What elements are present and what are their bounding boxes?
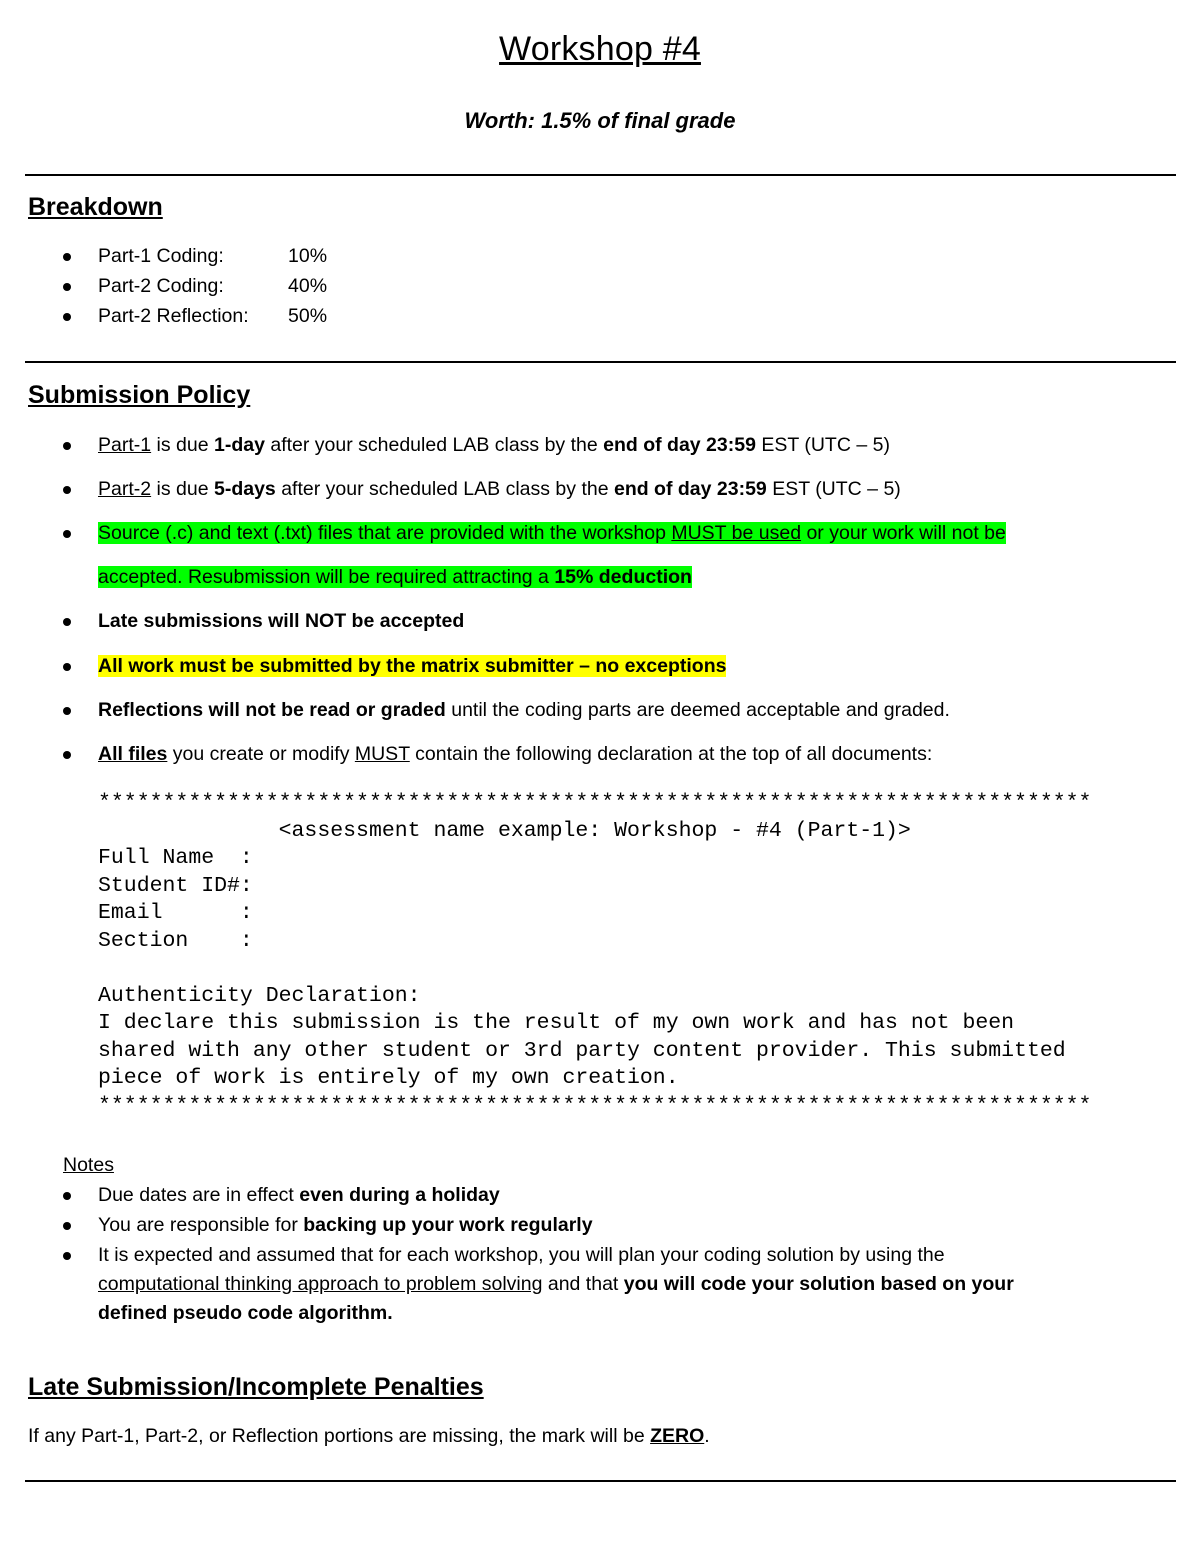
emphasis: ZERO bbox=[650, 1425, 705, 1447]
deadline-time: end of day 23:59 bbox=[613, 478, 767, 500]
highlighted-text bbox=[98, 522, 1006, 544]
bullet-icon bbox=[63, 1192, 71, 1200]
text: is due bbox=[151, 434, 214, 456]
emphasis: defined pseudo code algorithm. bbox=[98, 1302, 393, 1324]
text: and that bbox=[542, 1273, 624, 1295]
divider bbox=[25, 174, 1176, 176]
text: or your work will not be bbox=[801, 522, 1006, 544]
text: If any Part-1, Part-2, or Reflection portions are missing, the mark will be bbox=[28, 1425, 651, 1447]
note-item-cont bbox=[98, 1302, 393, 1325]
notes-title: Notes bbox=[63, 1154, 114, 1176]
text: Due dates are in effect bbox=[98, 1184, 300, 1206]
highlighted-text bbox=[98, 566, 692, 588]
part1-label: Part-1 bbox=[98, 434, 152, 456]
emphasis: backing up your work regularly bbox=[303, 1214, 593, 1236]
text: EST (UTC – 5) bbox=[766, 478, 901, 500]
breakdown-item-name: Part-1 Coding: bbox=[98, 245, 224, 267]
emphasis: you will code your solution based on your bbox=[623, 1273, 1014, 1295]
breakdown-item-value: 50% bbox=[288, 305, 328, 327]
bullet-icon bbox=[63, 442, 71, 450]
text: It is expected and assumed that for each workshop, you will plan your coding solution by using the bbox=[98, 1244, 945, 1266]
declaration-block: ***************************************************************************** <assessment name example: Workshop - #4 (Part-1)> Full Name : Student ID#: Email : Section : Authenticity Declaration: I declare this submission is the result of my own work and has not been shared with any other student or 3rd party content provider. This submitted piece of work is entirely of my own creation. ***************************************************************************** bbox=[98, 791, 1092, 1118]
emphasis: Reflections will not be read or graded bbox=[98, 699, 446, 721]
divider bbox=[25, 361, 1176, 363]
bullet-icon bbox=[63, 1252, 71, 1260]
deadline-time: end of day 23:59 bbox=[603, 434, 756, 456]
note-item-cont bbox=[98, 1273, 1014, 1296]
deduction: 15% deduction bbox=[554, 566, 692, 588]
due-period: 1-day bbox=[213, 434, 265, 456]
page-title: Workshop #4 bbox=[499, 30, 701, 68]
emphasis: MUST be used bbox=[671, 522, 802, 544]
note-item bbox=[98, 1214, 593, 1237]
policy-item-source-files-cont bbox=[98, 566, 692, 589]
text: Source (.c) and text (.txt) files that are provided with the workshop bbox=[98, 522, 672, 544]
policy-item-part1 bbox=[98, 434, 890, 457]
emphasis: All files bbox=[98, 743, 168, 765]
emphasis: computational thinking approach to problem solving bbox=[98, 1273, 543, 1295]
breakdown-item-name: Part-2 Reflection: bbox=[98, 305, 249, 327]
text: Late submissions will NOT be accepted bbox=[98, 610, 465, 632]
part2-label: Part-2 bbox=[98, 478, 152, 500]
policy-item-all-files bbox=[98, 743, 932, 766]
policy-item-reflections bbox=[98, 699, 950, 722]
breakdown-item-name: Part-2 Coding: bbox=[98, 275, 224, 297]
breakdown-item bbox=[98, 245, 327, 268]
bullet-icon bbox=[63, 751, 71, 759]
bullet-icon bbox=[63, 707, 71, 715]
note-item bbox=[98, 1244, 945, 1267]
divider bbox=[25, 1480, 1176, 1482]
text: You are responsible for bbox=[98, 1214, 304, 1236]
worth-subtitle: Worth: 1.5% of final grade bbox=[464, 108, 736, 133]
bullet-icon bbox=[63, 1222, 71, 1230]
text: EST (UTC – 5) bbox=[755, 434, 890, 456]
policy-item-part2 bbox=[98, 478, 901, 501]
late-penalties-heading: Late Submission/Incomplete Penalties bbox=[28, 1373, 484, 1401]
text: until the coding parts are deemed acceptable and graded. bbox=[445, 699, 950, 721]
bullet-icon bbox=[63, 530, 71, 538]
text: you create or modify bbox=[167, 743, 355, 765]
policy-item-source-files bbox=[98, 522, 1006, 545]
bullet-icon bbox=[63, 663, 71, 671]
due-period: 5-days bbox=[213, 478, 276, 500]
bullet-icon bbox=[63, 313, 71, 321]
submission-policy-heading: Submission Policy bbox=[28, 381, 251, 409]
text: . bbox=[704, 1425, 710, 1447]
text: after your scheduled LAB class by the bbox=[275, 478, 614, 500]
highlighted-text: All work must be submitted by the matrix submitter – no exceptions bbox=[98, 655, 727, 677]
breakdown-heading: Breakdown bbox=[28, 193, 163, 221]
bullet-icon bbox=[63, 283, 71, 291]
bullet-icon bbox=[63, 618, 71, 626]
policy-item-matrix bbox=[98, 655, 726, 678]
bullet-icon bbox=[63, 486, 71, 494]
breakdown-item-value: 10% bbox=[288, 245, 328, 267]
policy-item-late bbox=[98, 610, 464, 633]
text: contain the following declaration at the top of all documents: bbox=[409, 743, 933, 765]
text: is due bbox=[151, 478, 214, 500]
emphasis: MUST bbox=[354, 743, 410, 765]
late-penalties-text bbox=[28, 1425, 710, 1448]
breakdown-item bbox=[98, 305, 327, 328]
breakdown-item-value: 40% bbox=[288, 275, 328, 297]
text: accepted. Resubmission will be required attracting a bbox=[98, 566, 555, 588]
emphasis: even during a holiday bbox=[299, 1184, 500, 1206]
bullet-icon bbox=[63, 253, 71, 261]
text: after your scheduled LAB class by the bbox=[264, 434, 604, 456]
note-item bbox=[98, 1184, 500, 1207]
breakdown-item bbox=[98, 275, 327, 298]
